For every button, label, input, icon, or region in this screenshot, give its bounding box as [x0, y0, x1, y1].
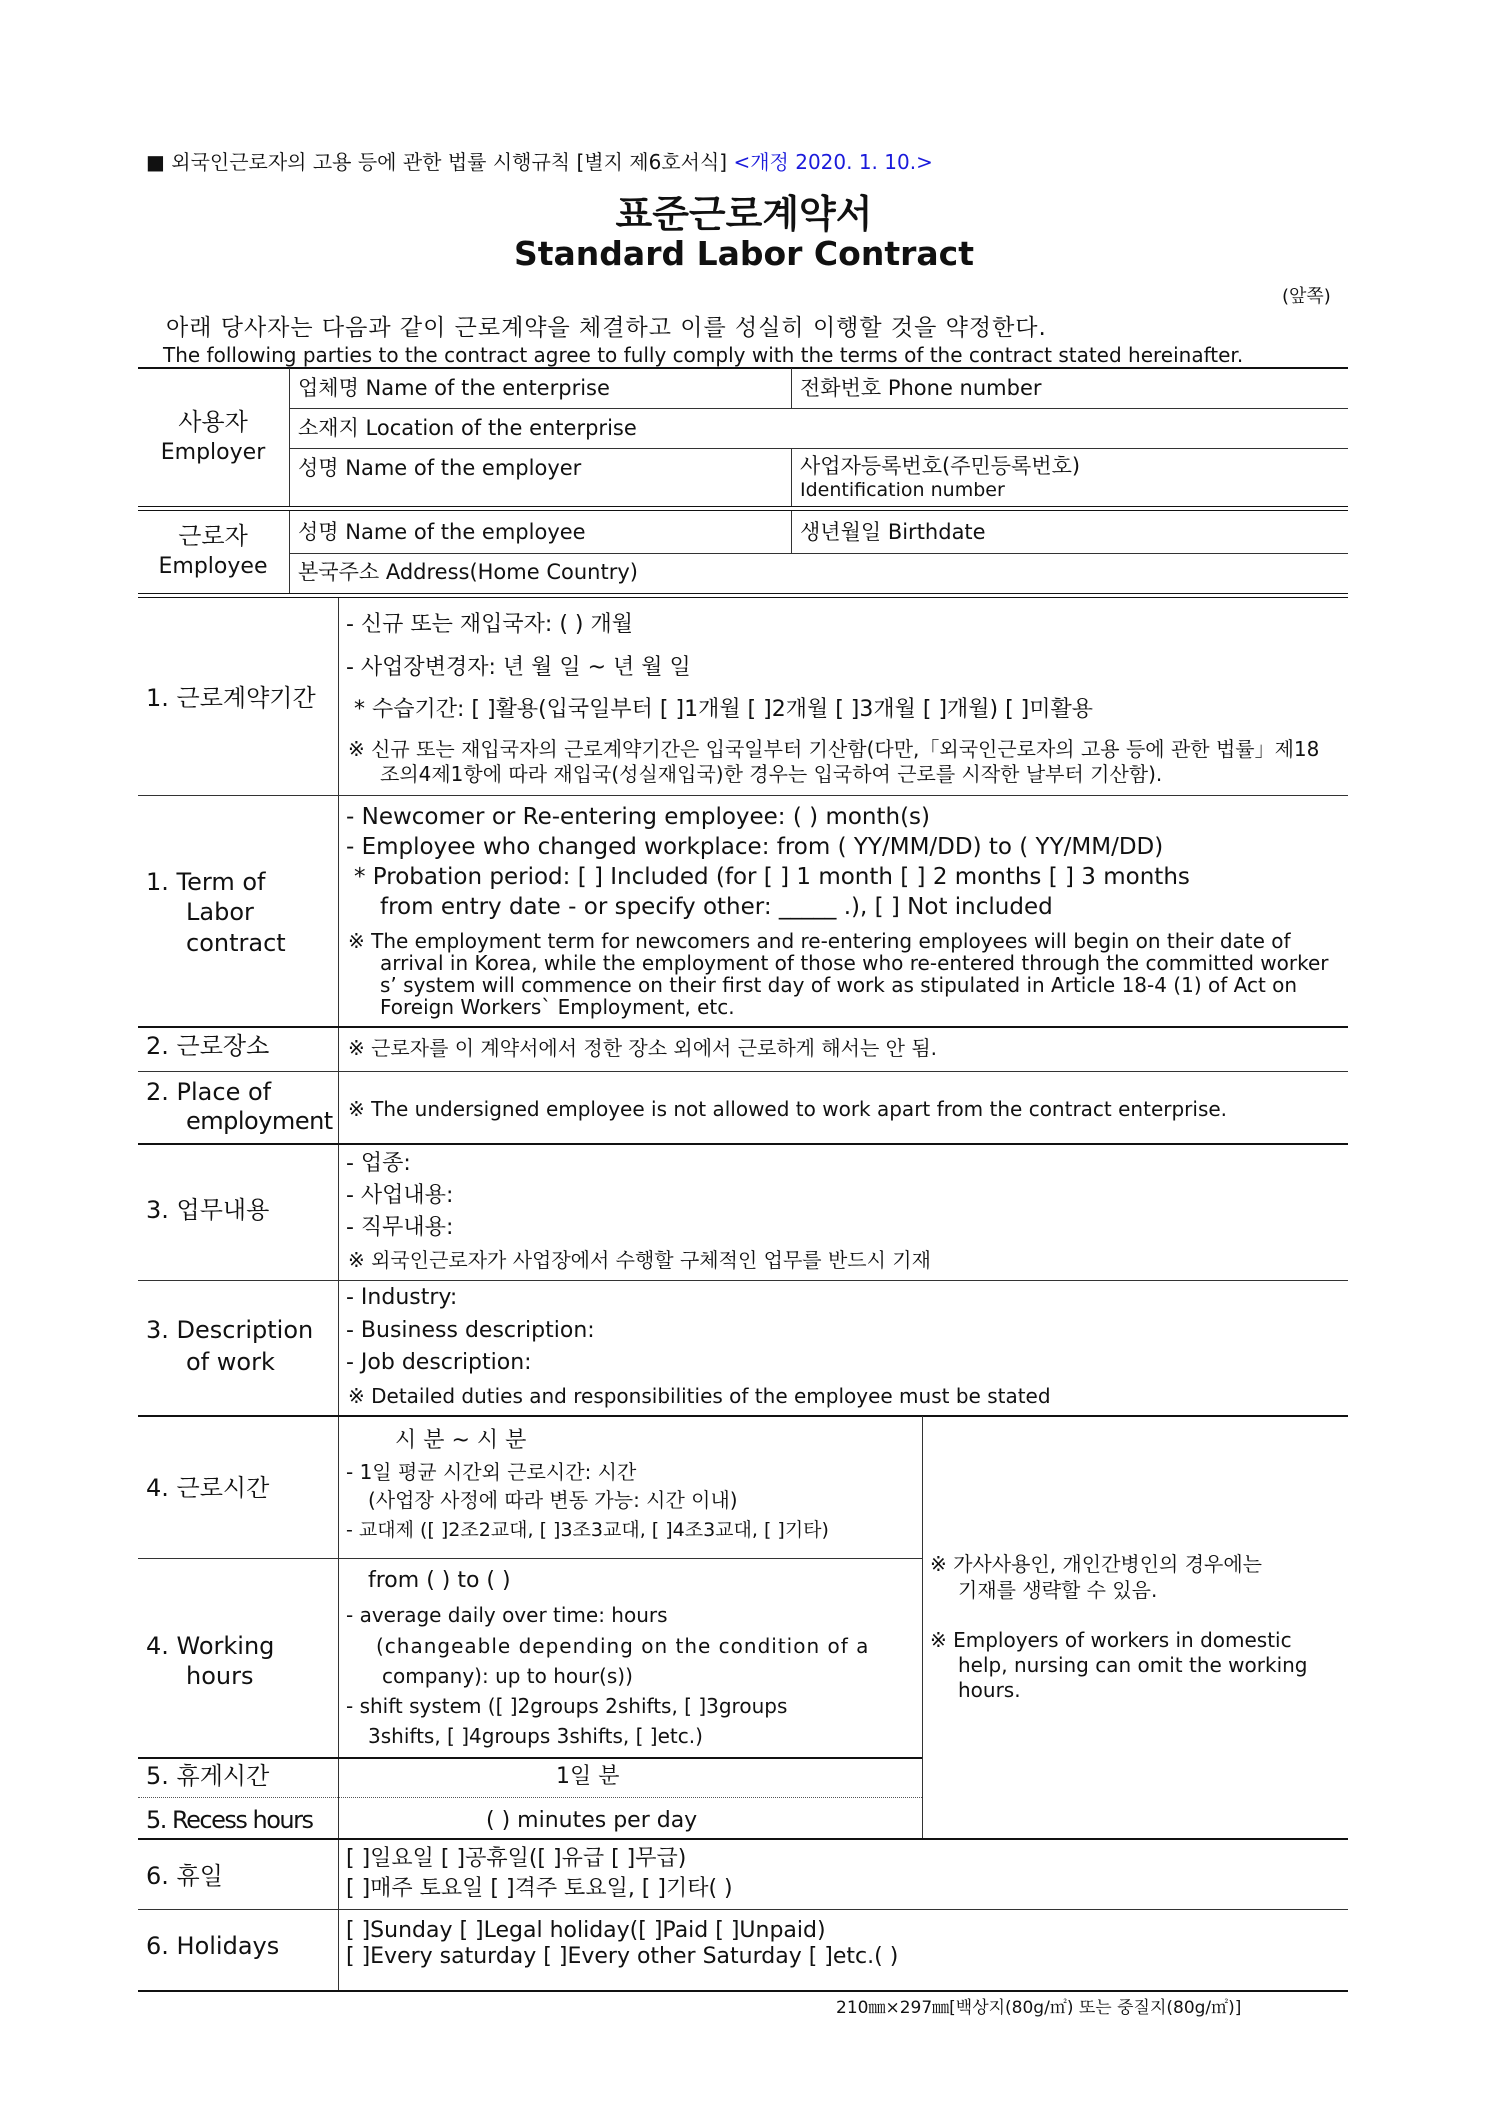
term-label-en-3: contract: [186, 929, 286, 957]
hours-overtime-range-ko[interactable]: (사업장 사정에 따라 변동 가능: 시간 이내): [368, 1488, 738, 1512]
work-label-en-2: of work: [186, 1348, 275, 1376]
phone-number-field[interactable]: 전화번호 Phone number: [800, 376, 1042, 400]
hours-overtime-ko[interactable]: - 1일 평균 시간외 근로시간: 시간: [346, 1460, 637, 1484]
hours-overtime-range-en[interactable]: (changeable depending on the condition of a: [376, 1634, 870, 1658]
holidays-options-en-2[interactable]: [ ]Every saturday [ ]Every other Saturday [ ]etc.( ): [346, 1944, 899, 1969]
term-probation-en[interactable]: * Probation period: [ ] Included (for [ ] 1 month [ ] 2 months [ ] 3 months: [354, 864, 1190, 890]
recess-label-ko: 5. 휴게시간: [146, 1762, 270, 1790]
holidays-label-ko: 6. 휴일: [146, 1862, 223, 1890]
term-label-en-1: 1. Term of: [146, 868, 266, 896]
hours-side-note-ko-1: ※ 가사사용인, 개인간병인의 경우에는: [930, 1552, 1262, 1576]
work-duties-en[interactable]: - Job description:: [346, 1350, 532, 1375]
term-workplace-change-ko[interactable]: - 사업장변경자: 년 월 일 ~ 년 월 일: [346, 655, 691, 680]
employee-label-ko: 근로자: [178, 522, 248, 550]
holidays-options-ko-1[interactable]: [ ]일요일 [ ]공휴일([ ]유급 [ ]무급): [346, 1846, 687, 1871]
place-note-en: ※ The undersigned employee is not allowed to work apart from the contract enterprise.: [348, 1097, 1228, 1121]
work-label-ko: 3. 업무내용: [146, 1196, 270, 1224]
employer-name-field[interactable]: 성명 Name of the employer: [298, 456, 582, 480]
recess-label-en: 5. Recess hours: [146, 1806, 313, 1834]
regulation-header: [146, 150, 933, 175]
holidays-options-en-1[interactable]: [ ]Sunday [ ]Legal holiday([ ]Paid [ ]Unpaid): [346, 1918, 826, 1943]
hours-side-note-ko-2: 기재를 생략할 수 있음.: [958, 1578, 1158, 1602]
hours-overtime-range-en-2[interactable]: company): up to hour(s)): [382, 1664, 633, 1688]
recess-value-en[interactable]: ( ) minutes per day: [486, 1808, 698, 1833]
term-label-ko: 1. 근로계약기간: [146, 684, 316, 712]
work-business-en[interactable]: - Business description:: [346, 1318, 595, 1343]
place-label-en-1: 2. Place of: [146, 1078, 272, 1106]
employee-label-en: Employee: [158, 554, 268, 579]
employee-name-field[interactable]: 성명 Name of the employee: [298, 520, 586, 544]
work-duties-ko[interactable]: - 직무내용:: [346, 1215, 454, 1240]
work-note-ko: ※ 외국인근로자가 사업장에서 수행할 구체적인 업무를 반드시 기재: [348, 1248, 931, 1272]
hours-label-en-2: hours: [186, 1662, 254, 1690]
holidays-label-en: 6. Holidays: [146, 1932, 280, 1960]
work-label-en-1: 3. Description: [146, 1316, 314, 1344]
term-note-en-4: Foreign Workers` Employment, etc.: [380, 995, 735, 1019]
term-probation-en-2[interactable]: from entry date - or specify other: _____ .), [ ] Not included: [380, 894, 1053, 920]
hours-side-note-en-3: hours.: [958, 1678, 1021, 1702]
employer-label-ko: 사용자: [178, 408, 248, 436]
hours-shift-ko[interactable]: - 교대제 ([ ]2조2교대, [ ]3조3교대, [ ]4조3교대, [ ]기타): [346, 1519, 829, 1541]
term-newcomer-en[interactable]: - Newcomer or Re-entering employee: ( ) month(s): [346, 804, 931, 830]
preamble-en: The following parties to the contract agree to fully comply with the terms of the contract stated hereinafter.: [163, 343, 1244, 367]
place-note-ko: ※ 근로자를 이 계약서에서 정한 장소 외에서 근로하게 해서는 안 됨.: [348, 1036, 938, 1060]
title-ko: 표준근로계약서: [615, 192, 873, 236]
term-note-ko-2: 조의4제1항에 따라 재입국(성실재입국)한 경우는 입국하여 근로를 시작한 날부터 기산함).: [380, 762, 1163, 786]
place-label-ko: 2. 근로장소: [146, 1032, 270, 1060]
hours-label-ko: 4. 근로시간: [146, 1474, 270, 1502]
term-probation-ko[interactable]: * 수습기간: [ ]활용(입국일부터 [ ]1개월 [ ]2개월 [ ]3개월 [ ]개월) [ ]미활용: [354, 697, 1094, 722]
term-note-en-3: s’ system will commence on their first day of work as stipulated in Article 18-4 (1) of Act on: [380, 973, 1298, 997]
front-side-note: (앞쪽): [1282, 286, 1331, 307]
hours-side-note-en-2: help, nursing can omit the working: [958, 1653, 1308, 1677]
regulation-text: 외국인근로자의 고용 등에 관한 법률 시행규칙 [별지 제6호서식]: [171, 150, 728, 174]
amendment-date: <개정 2020. 1. 10.>: [733, 150, 933, 174]
enterprise-name-field[interactable]: 업체명 Name of the enterprise: [298, 376, 610, 400]
work-industry-en[interactable]: - Industry:: [346, 1285, 458, 1310]
id-number-label-en: Identification number: [800, 479, 1005, 501]
hours-range-ko[interactable]: 시 분 ~ 시 분: [395, 1428, 527, 1453]
work-note-en: ※ Detailed duties and responsibilities of the employee must be stated: [348, 1384, 1051, 1408]
title-en: Standard Labor Contract: [514, 234, 974, 273]
term-note-en-2: arrival in Korea, while the employment of those who re-entered through the committed worker: [380, 951, 1329, 975]
term-label-en-2: Labor: [186, 898, 254, 926]
term-newcomer-ko[interactable]: - 신규 또는 재입국자: ( ) 개월: [346, 612, 633, 637]
enterprise-location-field[interactable]: 소재지 Location of the enterprise: [298, 416, 637, 440]
hours-overtime-en[interactable]: - average daily over time: hours: [346, 1603, 668, 1627]
recess-value-ko[interactable]: 1일 분: [556, 1764, 620, 1789]
preamble-ko: 아래 당사자는 다음과 같이 근로계약을 체결하고 이를 성실히 이행할 것을 약정한다.: [166, 315, 1047, 341]
work-business-ko[interactable]: - 사업내용:: [346, 1183, 454, 1208]
employer-label-en: Employer: [160, 440, 266, 465]
birthdate-field[interactable]: 생년월일 Birthdate: [800, 520, 986, 544]
term-note-ko-1: ※ 신규 또는 재입국자의 근로계약기간은 입국일부터 기산함(다만,「외국인근로자의 고용 등에 관한 법률」제18: [348, 737, 1320, 761]
term-note-en-1: ※ The employment term for newcomers and re-entering employees will begin on their date of: [348, 929, 1291, 953]
hours-side-note-en-1: ※ Employers of workers in domestic: [930, 1628, 1292, 1652]
work-industry-ko[interactable]: - 업종:: [346, 1151, 411, 1176]
id-number-label-ko[interactable]: 사업자등록번호(주민등록번호): [800, 454, 1081, 478]
hours-label-en-1: 4. Working: [146, 1632, 275, 1660]
hours-shift-en-2[interactable]: 3shifts, [ ]4groups 3shifts, [ ]etc.): [368, 1724, 703, 1748]
hours-range-en[interactable]: from ( ) to ( ): [368, 1568, 511, 1593]
holidays-options-ko-2[interactable]: [ ]매주 토요일 [ ]격주 토요일, [ ]기타( ): [346, 1876, 733, 1901]
paper-spec-footer: 210㎜×297㎜[백상지(80g/㎡) 또는 중질지(80g/㎡)]: [836, 1998, 1242, 2018]
home-address-field[interactable]: 본국주소 Address(Home Country): [298, 560, 638, 584]
term-workplace-change-en[interactable]: - Employee who changed workplace: from ( YY/MM/DD) to ( YY/MM/DD): [346, 834, 1164, 860]
place-label-en-2: employment: [186, 1107, 333, 1135]
hours-shift-en[interactable]: - shift system ([ ]2groups 2shifts, [ ]3groups: [346, 1694, 788, 1718]
square-marker: ■: [146, 150, 165, 174]
